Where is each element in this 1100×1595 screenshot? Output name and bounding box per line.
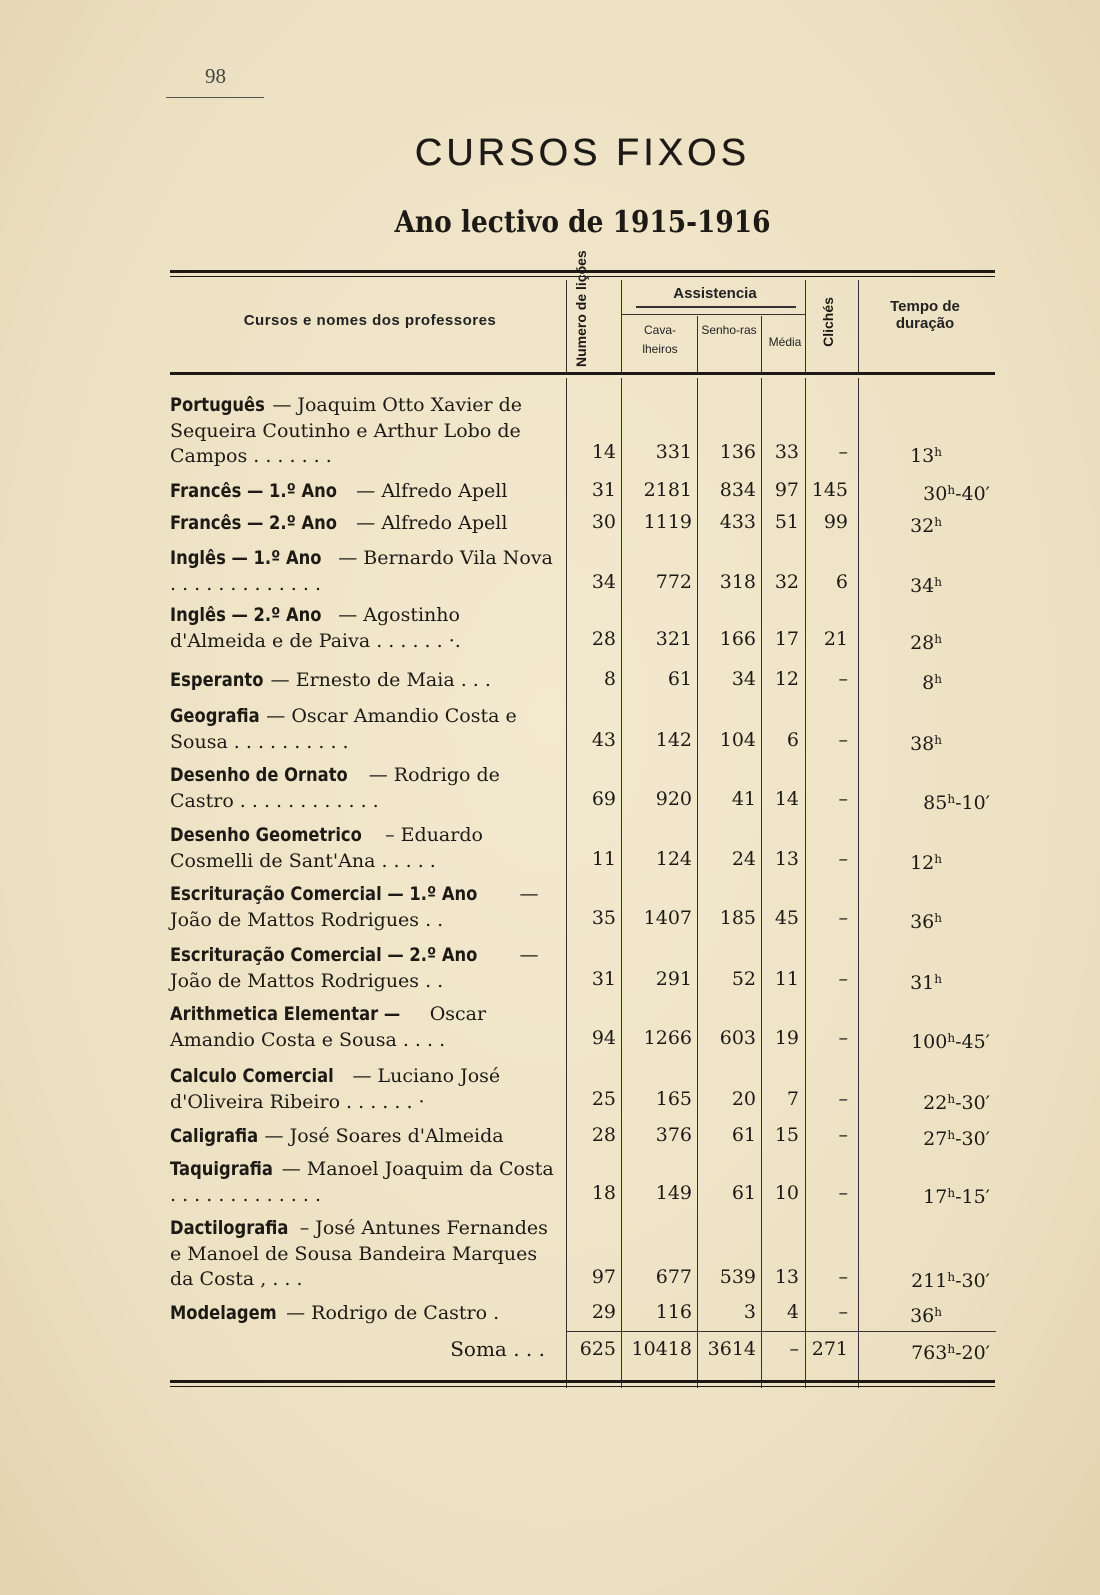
cell-duration: 36$^h$	[910, 1305, 942, 1327]
header-courses: Cursos e nomes dos professores	[243, 312, 497, 329]
cell-cliches: –	[838, 1182, 848, 1204]
cell-women: 104	[719, 729, 756, 751]
cell-men: 116	[655, 1301, 692, 1323]
cell-cliches: –	[838, 1266, 848, 1288]
cell-women: 433	[719, 511, 756, 533]
cell-men: 142	[655, 729, 692, 751]
cell-avg: 14	[774, 788, 799, 810]
cell-cliches: –	[838, 668, 848, 690]
course-title: Escrituração Comercial — 2.º Ano	[170, 944, 478, 966]
course-title: Francês — 2.º Ano	[170, 512, 338, 534]
header-women: Senho-ras	[701, 323, 757, 337]
cell-lessons: 25	[591, 1088, 616, 1110]
cell-duration: 32$^h$	[910, 515, 942, 537]
course-name	[170, 602, 558, 653]
header-men: Cava-lheiros	[642, 323, 678, 356]
cell-duration: 17$^h$-15′	[923, 1186, 990, 1208]
cell-duration: 22$^h$-30′	[923, 1092, 990, 1114]
course-name	[170, 1001, 558, 1052]
cell-men: 2181	[643, 479, 692, 501]
header-duration: Tempo de duração	[890, 298, 960, 332]
course-name	[170, 1063, 558, 1114]
cell-cliches: –	[838, 848, 848, 870]
cell-lessons: 69	[591, 788, 616, 810]
cell-cliches: –	[838, 968, 848, 990]
cell-lessons: 18	[591, 1182, 616, 1204]
course-teacher: — Oscar Amandio Costa e Sousa . . . . . . . . . .	[170, 705, 517, 753]
cell-lessons: 28	[591, 1124, 616, 1146]
cell-avg: 7	[786, 1088, 799, 1110]
cell-lessons: 31	[591, 479, 616, 501]
course-teacher: — João de Mattos Rodrigues . .	[170, 944, 539, 992]
cell-cliches: –	[838, 1088, 848, 1110]
cell-cliches: –	[838, 1124, 848, 1146]
course-name	[170, 667, 558, 693]
cell-women: 185	[719, 907, 756, 929]
course-teacher: — Rodrigo de Castro . . . . . . . . . . . .	[170, 764, 500, 812]
total-women: 3614	[707, 1338, 756, 1360]
course-teacher: — José Soares d'Almeida	[258, 1125, 504, 1147]
course-teacher: — Alfredo Apell	[350, 480, 508, 502]
main-title: CURSOS FIXOS	[414, 132, 751, 174]
course-teacher: — João de Mattos Rodrigues . .	[170, 883, 539, 931]
course-title: Inglês — 2.º Ano	[170, 604, 322, 626]
cell-women: 166	[719, 628, 756, 650]
course-title: Dactilografia	[170, 1217, 289, 1239]
course-title: Português	[170, 394, 265, 416]
bottom-rule-thin	[170, 1386, 995, 1387]
cell-lessons: 28	[591, 628, 616, 650]
cell-avg: 17	[774, 628, 799, 650]
cell-duration: 12$^h$	[910, 852, 942, 874]
cell-avg: 4	[786, 1301, 799, 1323]
cell-duration: 85$^h$-10′	[923, 792, 990, 814]
course-teacher: — Bernardo Vila Nova . . . . . . . . . . . . .	[170, 547, 553, 595]
attendance-underline	[636, 306, 796, 308]
cell-cliches: 99	[823, 511, 848, 533]
cell-avg: 12	[774, 668, 799, 690]
cell-women: 20	[731, 1088, 756, 1110]
hdr-vline-3	[697, 316, 698, 372]
subtitle: Ano lectivo de 1915-1916	[394, 205, 771, 240]
cell-cliches: –	[838, 1027, 848, 1049]
cell-cliches: –	[838, 729, 848, 751]
cell-women: 41	[731, 788, 756, 810]
cell-men: 920	[655, 788, 692, 810]
hdr-vline-2	[621, 280, 622, 372]
cell-cliches: 21	[823, 628, 848, 650]
cell-lessons: 43	[591, 729, 616, 751]
header-cliches: Clichés	[820, 297, 836, 347]
cell-duration: 38$^h$	[910, 733, 942, 755]
cell-duration: 211$^h$-30′	[911, 1270, 990, 1292]
cell-women: 61	[731, 1182, 756, 1204]
cell-men: 1266	[643, 1027, 692, 1049]
course-name	[170, 1215, 558, 1292]
cell-lessons: 97	[591, 1266, 616, 1288]
total-lessons: 625	[579, 1338, 616, 1360]
course-name	[170, 545, 558, 596]
cell-lessons: 8	[603, 668, 616, 690]
cell-lessons: 94	[591, 1027, 616, 1049]
course-title: Escrituração Comercial — 1.º Ano	[170, 883, 478, 905]
course-title: Desenho Geometrico	[170, 824, 362, 846]
cell-lessons: 29	[591, 1301, 616, 1323]
cell-avg: 45	[774, 907, 799, 929]
total-average: –	[789, 1338, 799, 1360]
cell-men: 376	[655, 1124, 692, 1146]
cell-cliches: –	[838, 788, 848, 810]
cell-women: 61	[731, 1124, 756, 1146]
header-bottom-rule	[170, 372, 995, 375]
cell-duration: 100$^h$-45′	[911, 1031, 990, 1053]
course-title: Inglês — 1.º Ano	[170, 547, 322, 569]
course-title: Calculo Comercial	[170, 1065, 334, 1087]
cell-men: 1119	[643, 511, 692, 533]
cell-cliches: –	[838, 1301, 848, 1323]
course-title: Geografia	[170, 705, 260, 727]
cell-men: 1407	[643, 907, 692, 929]
course-name	[170, 942, 558, 993]
course-teacher: – Eduardo Cosmelli de Sant'Ana . . . . .	[170, 824, 483, 872]
cell-men: 124	[655, 848, 692, 870]
cell-women: 24	[731, 848, 756, 870]
cell-avg: 19	[774, 1027, 799, 1049]
cell-lessons: 31	[591, 968, 616, 990]
cell-avg: 15	[774, 1124, 799, 1146]
cell-avg: 13	[774, 1266, 799, 1288]
cell-women: 3	[743, 1301, 756, 1323]
course-name	[170, 703, 558, 754]
cell-men: 149	[655, 1182, 692, 1204]
total-top-rule	[566, 1331, 996, 1332]
hdr-vline-5	[805, 280, 806, 372]
cell-women: 52	[731, 968, 756, 990]
total-men: 10418	[631, 1338, 692, 1360]
course-title: Francês — 1.º Ano	[170, 480, 338, 502]
cell-avg: 33	[774, 441, 799, 463]
cell-avg: 13	[774, 848, 799, 870]
cell-men: 772	[655, 571, 692, 593]
page-number: 98	[205, 64, 226, 88]
course-teacher: — Luciano José d'Oliveira Ribeiro . . . . . . ·	[170, 1065, 501, 1113]
page-number-rule	[166, 97, 264, 98]
hdr-vline-1	[566, 280, 567, 372]
course-teacher: – José Antunes Fernandes e Manoel de Sousa Bandeira Marques da Costa , . . .	[170, 1217, 548, 1290]
cell-women: 34	[731, 668, 756, 690]
cell-men: 321	[655, 628, 692, 650]
cell-lessons: 14	[591, 441, 616, 463]
cell-men: 291	[655, 968, 692, 990]
cell-avg: 11	[774, 968, 799, 990]
cell-cliches: –	[838, 907, 848, 929]
course-name	[170, 392, 558, 469]
cell-women: 603	[719, 1027, 756, 1049]
cell-duration: 36$^h$	[910, 911, 942, 933]
cell-duration: 34$^h$	[910, 575, 942, 597]
course-title: Modelagem	[170, 1302, 277, 1324]
cell-cliches: 145	[811, 479, 848, 501]
cell-lessons: 34	[591, 571, 616, 593]
course-title: Taquigrafia	[170, 1158, 273, 1180]
cell-women: 539	[719, 1266, 756, 1288]
cell-cliches: –	[838, 441, 848, 463]
cell-duration: 31$^h$	[910, 972, 942, 994]
cell-avg: 10	[774, 1182, 799, 1204]
course-teacher: — Joaquim Otto Xavier de Sequeira Coutinho e Arthur Lobo de Campos . . . . . . .	[170, 394, 523, 467]
header-attendance: Assistencia	[673, 285, 757, 302]
cell-avg: 32	[774, 571, 799, 593]
course-name	[170, 762, 558, 813]
course-teacher: — Ernesto de Maia . . .	[264, 669, 491, 691]
total-label: Soma . . .	[450, 1337, 545, 1361]
course-name	[170, 881, 558, 932]
cell-cliches: 6	[835, 571, 848, 593]
cell-avg: 97	[774, 479, 799, 501]
cell-men: 331	[655, 441, 692, 463]
cell-men: 165	[655, 1088, 692, 1110]
cell-avg: 51	[774, 511, 799, 533]
course-teacher: — Rodrigo de Castro .	[280, 1302, 500, 1324]
course-name	[170, 822, 558, 873]
cell-duration: 28$^h$	[910, 632, 942, 654]
course-teacher: — Alfredo Apell	[350, 512, 508, 534]
cell-women: 136	[719, 441, 756, 463]
course-name	[170, 478, 558, 504]
course-title: Desenho de Ornato	[170, 764, 348, 786]
course-name	[170, 1300, 558, 1326]
course-teacher: — Manoel Joaquim da Costa . . . . . . . . . . . . .	[170, 1158, 554, 1206]
cell-lessons: 30	[591, 511, 616, 533]
course-name	[170, 1123, 558, 1149]
cell-women: 318	[719, 571, 756, 593]
course-name	[170, 1156, 558, 1207]
course-title: Esperanto	[170, 669, 264, 691]
cell-lessons: 35	[591, 907, 616, 929]
cell-duration: 8$^h$	[922, 672, 942, 694]
course-title: Arithmetica Elementar —	[170, 1003, 401, 1025]
course-title: Caligrafia	[170, 1125, 259, 1147]
header-average: Média	[768, 335, 802, 349]
course-teacher: — Agostinho d'Almeida e de Paiva . . . . . . ·.	[170, 604, 461, 652]
cell-men: 61	[667, 668, 692, 690]
hdr-vline-6	[858, 280, 859, 372]
cell-women: 834	[719, 479, 756, 501]
cell-avg: 6	[786, 729, 799, 751]
bottom-rule-thick	[170, 1380, 995, 1383]
hdr-vline-4	[761, 316, 762, 372]
total-cliches: 271	[811, 1338, 848, 1360]
cell-duration: 30$^h$-40′	[923, 483, 990, 505]
cell-duration: 13$^h$	[910, 445, 942, 467]
attendance-subdivider	[621, 314, 805, 315]
header-lessons: Numero de lições	[573, 250, 589, 367]
course-name	[170, 510, 558, 536]
cell-duration: 27$^h$-30′	[923, 1128, 990, 1150]
course-teacher: Oscar Amandio Costa e Sousa . . . .	[170, 1003, 487, 1051]
total-duration: 763$^h$-20′	[911, 1342, 990, 1364]
cell-men: 677	[655, 1266, 692, 1288]
cell-lessons: 11	[591, 848, 616, 870]
